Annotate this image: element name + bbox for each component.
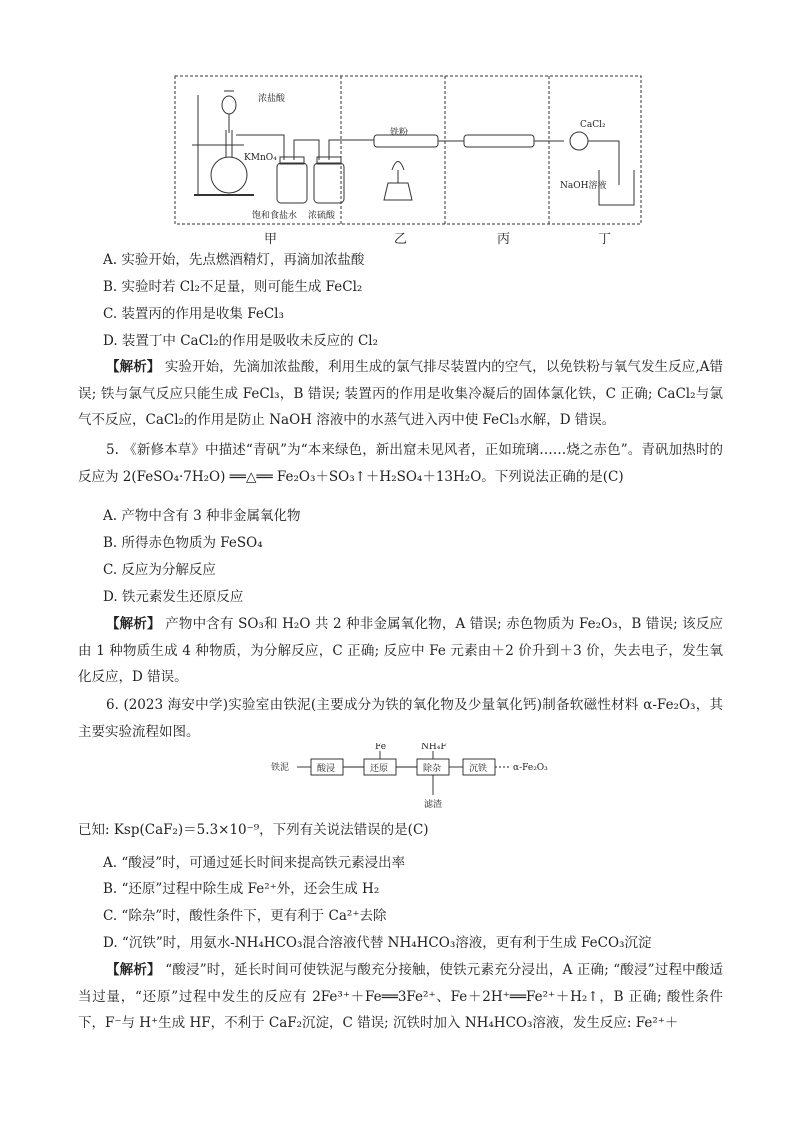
label-kmno4: KMnO₄ [244,153,277,163]
q6-known: 已知: Ksp(CaF₂)＝5.3×10⁻⁹，下列有关说法错误的是(C) [78,822,429,838]
q6-option-d: D. “沉铁”时，用氨水-NH₄HCO₃混合溶液代替 NH₄HCO₃溶液，更有利于生成 FeCO₃沉淀 [103,935,652,951]
flow-input-nh4f: NH₄F [421,743,447,752]
flow-output-residue: 滤渣 [424,800,443,810]
label-naoh: NaOH溶液 [560,181,607,191]
q6-option-b: B. “还原”过程中除生成 Fe²⁺外，还会生成 H₂ [103,881,380,897]
flow-step-precip-iron: 沉铁 [469,764,488,774]
flow-end: α-Fe₂O₃ [513,763,548,773]
flow-step-purify: 除杂 [423,764,442,774]
q5-analysis [78,611,723,691]
section-label-ding: 丁 [598,232,612,247]
q6-analysis-tag: 【解析】 [106,962,161,978]
label-cacl2: CaCl₂ [580,120,606,130]
flow-step-acid-leach: 酸浸 [317,764,336,774]
section-label-jia: 甲 [264,232,278,247]
q5-option-a: A. 产物中含有 3 种非金属氧化物 [103,508,301,524]
q4-option-d: D. 装置丁中 CaCl₂的作用是吸收未反应的 Cl₂ [103,333,379,349]
q4-analysis-tag: 【解析】 [106,359,161,375]
label-sat-salt: 饱和食盐水 [252,211,298,221]
section-label-bing: 丙 [497,232,511,247]
flow-start: 铁泥 [271,763,290,773]
q5-option-c: C. 反应为分解反应 [103,562,216,578]
q4-analysis-text: 实验开始，先滴加浓盐酸，利用生成的氯气排尽装置内的空气，以免铁粉与氧气发生反应,A错误; 铁与氯气反应只能生成 FeCl₃，B 错误; 装置丙的作用是收集冷凝后的固体氯化铁，C 正确; CaCl₂与氯气不反应，CaCl₂的作用是防止 NaOH 溶液中的水蒸气进入丙中使 FeCl₃水解，D 错误。 [78,359,724,428]
apparatus-diagram [174,75,642,225]
q5-analysis-text: 产物中含有 SO₃和 H₂O 共 2 种非金属氧化物，A 错误; 赤色物质为 Fe₂O₃，B 错误; 该反应由 1 种物质生成 4 种物质，为分解反应，C 正确; 反应中 Fe 元素由＋2 价升到＋3 价，失去电子，发生氧化反应，D 错误。 [78,616,724,685]
label-iron-powder: 铁粉 [390,128,409,138]
flow-input-fe: Fe [375,743,387,752]
q5-analysis-tag: 【解析】 [106,616,161,632]
q4-option-c: C. 装置丙的作用是收集 FeCl₃ [103,306,284,322]
q6-analysis [78,957,723,1037]
q5-stem: 5. 《新修本草》中描述“青矾”为“本来绿色，新出窟未见风者，正如琉璃……烧之赤色”。青矾加热时的反应为 2(FeSO₄·7H₂O) ══△══ Fe₂O₃＋SO₃↑＋H₂SO₄＋13H₂O。下列说法正确的是(C) [78,442,723,485]
q6-stem: 6. (2023 海安中学)实验室由铁泥(主要成分为铁的氧化物及少量氧化钙)制备软磁性材料 α-Fe₂O₃，其主要实验流程如图。 [78,697,723,740]
flow-step-reduce: 还原 [370,764,389,774]
process-flow-diagram [271,743,555,815]
q4-option-b: B. 实验时若 Cl₂不足量，则可能生成 FeCl₂ [103,279,363,295]
q4-analysis [78,354,723,434]
section-label-yi: 乙 [394,232,408,247]
q5-option-d: D. 铁元素发生还原反应 [103,589,244,605]
q6-option-a: A. “酸浸”时，可通过延长时间来提高铁元素浸出率 [103,855,406,871]
q4-option-a: A. 实验开始，先点燃酒精灯，再滴加浓盐酸 [103,252,365,268]
label-conc-h2so4: 浓硫酸 [308,211,336,221]
label-conc-hcl: 浓盐酸 [258,94,286,104]
q6-option-c: C. “除杂”时，酸性条件下，更有利于 Ca²⁺去除 [103,908,387,924]
q5-option-b: B. 所得赤色物质为 FeSO₄ [103,535,263,551]
q6-analysis-text: “酸浸”时，延长时间可使铁泥与酸充分接触，使铁元素充分浸出，A 正确; “酸浸”过程中酸适当过量，“还原”过程中发生的反应有 2Fe³⁺＋Fe══3Fe²⁺、Fe＋2H⁺══Fe²⁺＋H₂↑，B 正确; 酸性条件下，F⁻与 H⁺生成 HF，不利于 CaF₂沉淀，C 错误; 沉铁时加入 NH₄HCO₃溶液，发生反应: Fe²⁺＋ [78,962,723,1031]
